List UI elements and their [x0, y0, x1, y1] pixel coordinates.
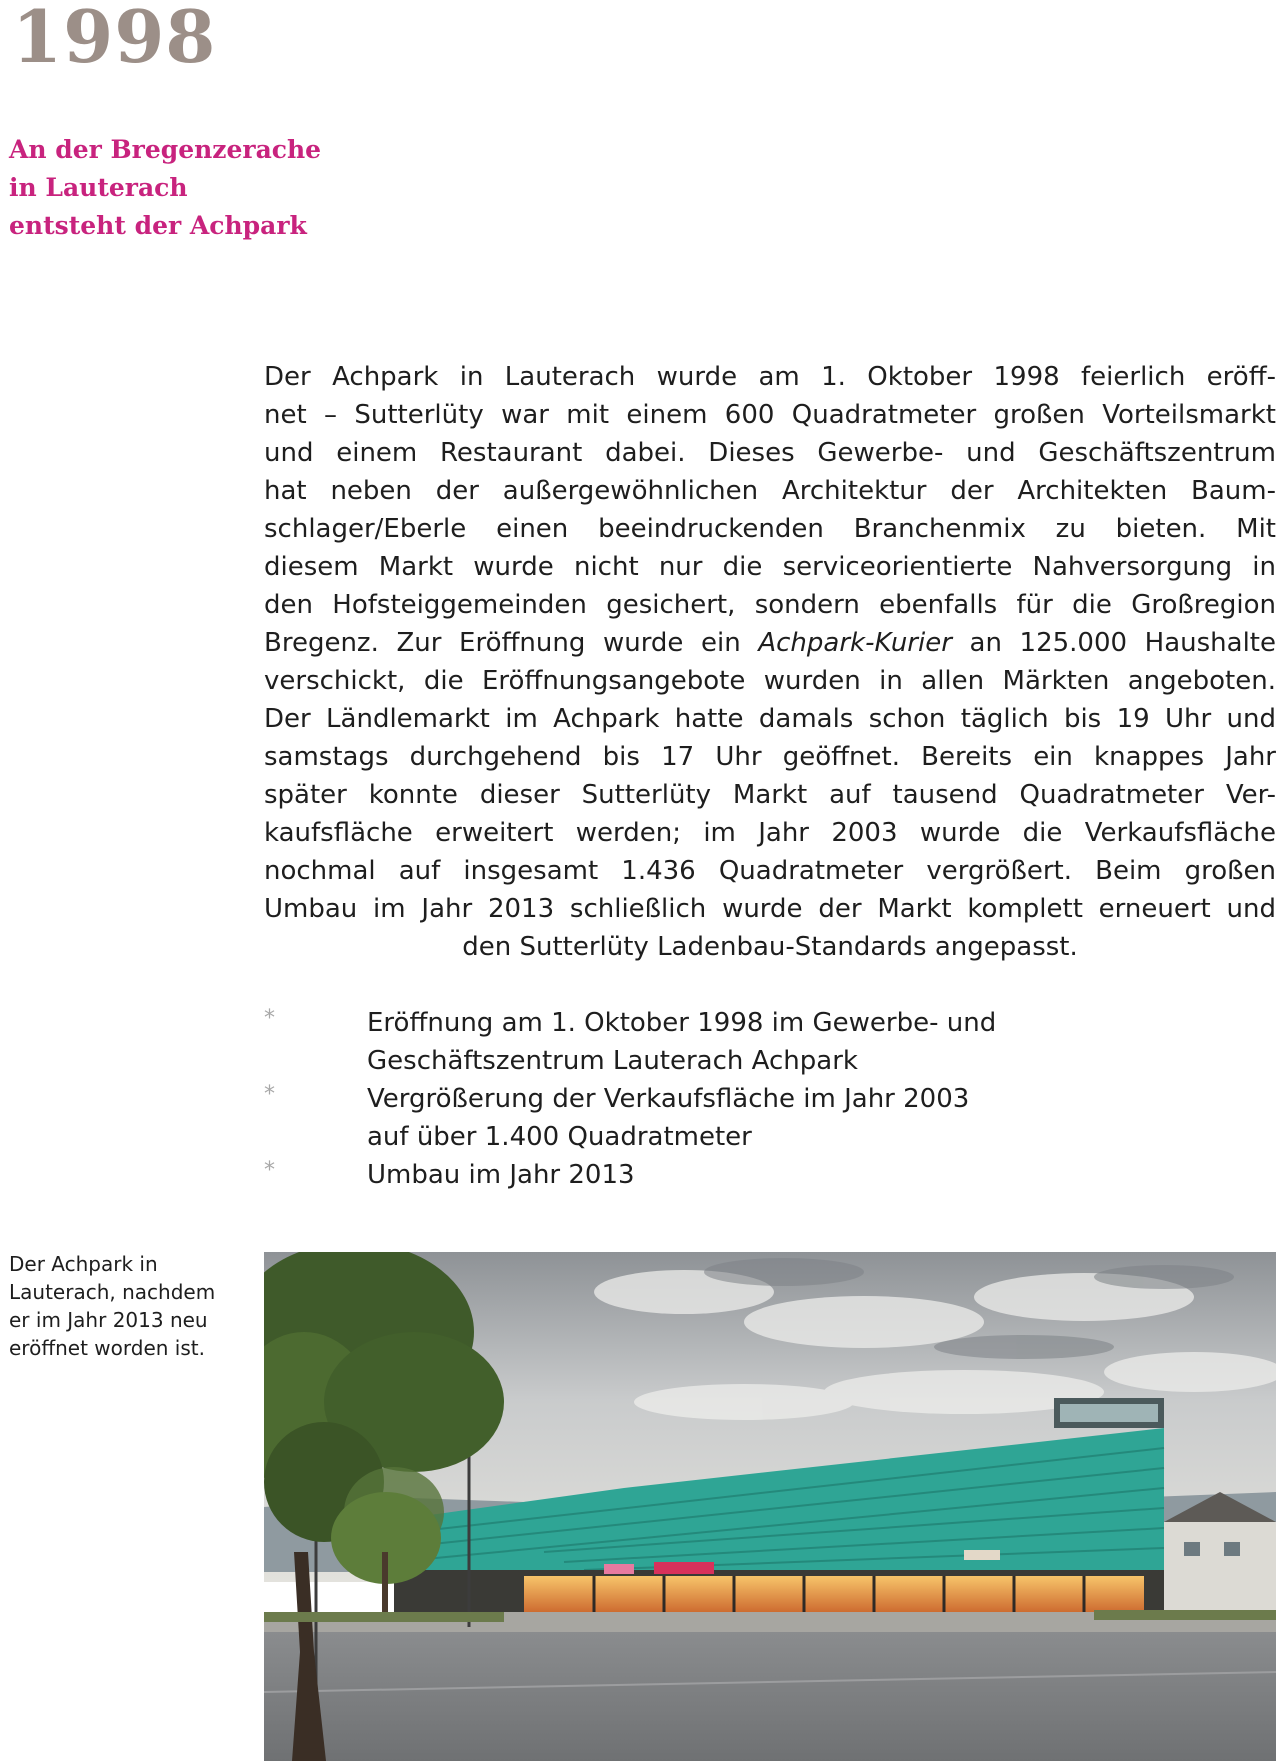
achpark-photo — [264, 1252, 1276, 1761]
headline-line: An der Bregenzerache — [9, 135, 322, 164]
body-line — [264, 662, 1276, 700]
body-line — [264, 776, 1276, 814]
year-heading: 1998 — [12, 0, 217, 79]
fact-item — [264, 1080, 1164, 1156]
store-sign — [604, 1564, 634, 1574]
fact-text: Geschäftszentrum Lauterach Achpark — [367, 1046, 858, 1076]
body-text-segment: und einem Restaurant dabei. Dieses Gewerbe- und Geschäftszentrum — [264, 438, 1276, 468]
rooftop-windows — [1060, 1404, 1158, 1422]
caption-line: eröffnet worden ist. — [9, 1336, 205, 1360]
body-text-segment: Der Achpark in Lauterach wurde am 1. Oktober 1998 feierlich eröff- — [264, 362, 1276, 392]
asterisk-bullet-icon: * — [264, 1082, 275, 1107]
caption-line: er im Jahr 2013 neu — [9, 1308, 208, 1332]
fact-item — [264, 1004, 1164, 1080]
caption-line: Der Achpark in — [9, 1252, 158, 1276]
facts-list — [264, 1004, 1164, 1194]
store-sign — [964, 1550, 1000, 1560]
body-text-segment: nochmal auf insgesamt 1.436 Quadratmeter vergrößert. Beim großen — [264, 856, 1276, 886]
body-text-segment: net – Sutterlüty war mit einem 600 Quadratmeter großen Vorteilsmarkt — [264, 400, 1276, 430]
body-line — [264, 434, 1276, 472]
body-text-segment: kaufsfläche erweitert werden; im Jahr 2003 wurde die Verkaufsfläche — [264, 818, 1276, 848]
headline — [9, 131, 429, 245]
photo-caption — [9, 1250, 239, 1362]
body-line — [264, 890, 1276, 928]
body-line — [264, 738, 1276, 776]
body-text-segment: samstags durchgehend bis 17 Uhr geöffnet. Bereits ein knappes Jahr — [264, 742, 1276, 772]
body-text-segment: hat neben der außergewöhnlichen Architektur der Architekten Baum- — [264, 476, 1276, 506]
headline-line: in Lauterach — [9, 173, 188, 202]
fact-text: Vergrößerung der Verkaufsfläche im Jahr 2003 — [367, 1084, 970, 1114]
achpark-building-illustration — [264, 1252, 1276, 1761]
small-tree-trunk — [382, 1552, 388, 1622]
body-line — [264, 624, 1276, 662]
body-text-segment: Umbau im Jahr 2013 schließlich wurde der Markt komplett erneuert und — [264, 894, 1276, 924]
body-line — [264, 586, 1276, 624]
body-text-segment: den Hofsteiggemeinden gesichert, sondern ebenfalls für die Großregion — [264, 590, 1276, 620]
caption-line: Lauterach, nachdem — [9, 1280, 216, 1304]
italic-title: Achpark-Kurier — [758, 628, 952, 658]
store-sign — [654, 1562, 714, 1574]
body-text-segment: schlager/Eberle einen beeindruckenden Branchenmix zu bieten. Mit — [264, 514, 1276, 544]
fact-text: auf über 1.400 Quadratmeter — [367, 1122, 752, 1152]
body-text-segment: Der Ländlemarkt im Achpark hatte damals schon täglich bis 19 Uhr und — [264, 704, 1276, 734]
road — [264, 1632, 1276, 1761]
asterisk-bullet-icon: * — [264, 1158, 275, 1183]
asterisk-bullet-icon: * — [264, 1006, 275, 1031]
shop-windows — [524, 1576, 1144, 1616]
body-line — [264, 472, 1276, 510]
fact-text: Umbau im Jahr 2013 — [367, 1160, 635, 1190]
body-line — [264, 548, 1276, 586]
body-text-segment: den Sutterlüty Ladenbau-Standards angepasst. — [462, 932, 1078, 962]
body-line — [264, 852, 1276, 890]
body-text-segment: Bregenz. Zur Eröffnung wurde ein — [264, 628, 759, 658]
body-text-segment: diesem Markt wurde nicht nur die serviceorientierte Nahversorgung in — [264, 552, 1276, 582]
fact-text: Eröffnung am 1. Oktober 1998 im Gewerbe- und — [367, 1008, 997, 1038]
body-line — [264, 396, 1276, 434]
body-text-segment: verschickt, die Eröffnungsangebote wurden in allen Märkten angeboten. — [264, 666, 1276, 696]
fact-item — [264, 1156, 1164, 1194]
body-line — [264, 928, 1276, 966]
body-text-segment: an 125.000 Haushalte — [951, 628, 1276, 658]
body-line — [264, 700, 1276, 738]
body-line — [264, 814, 1276, 852]
body-paragraph — [264, 358, 1276, 966]
body-line — [264, 358, 1276, 396]
headline-line: entsteht der Achpark — [9, 211, 307, 240]
body-line — [264, 510, 1276, 548]
body-text-segment: später konnte dieser Sutterlüty Markt auf tausend Quadratmeter Ver- — [264, 780, 1276, 810]
